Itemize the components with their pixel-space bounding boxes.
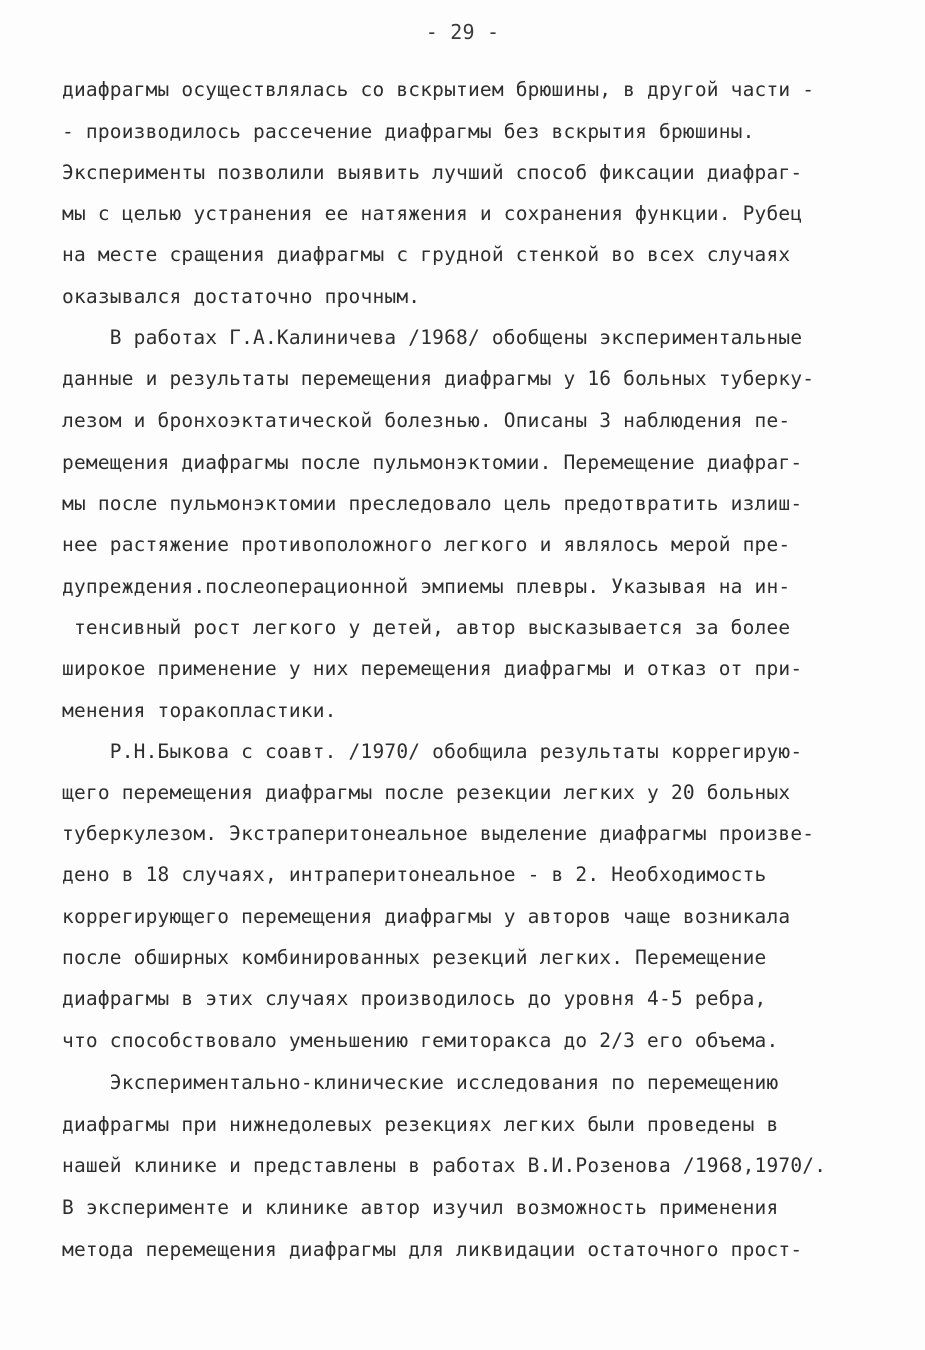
- text-line: мы после пульмонэктомии преследовало цель предотвратить излиш-: [62, 492, 803, 515]
- text-line: дено в 18 случаях, интраперитонеальное - в 2. Необходимость: [62, 863, 767, 886]
- text-line: на месте сращения диафрагмы с грудной стенкой во всех случаях: [62, 243, 791, 266]
- text-line: нашей клинике и представлены в работах В.И.Розенова /1968,1970/.: [62, 1154, 827, 1177]
- text-line: Эксперименты позволили выявить лучший способ фиксации диафраг-: [62, 161, 803, 184]
- text-line: менения торакопластики.: [62, 699, 337, 722]
- text-line: нее растяжение противоположного легкого и являлось мерой пре-: [62, 533, 791, 556]
- text-line: ремещения диафрагмы после пульмонэктомии. Перемещение диафраг-: [62, 451, 803, 474]
- text-line: диафрагмы при нижнедолевых резекциях легких были проведены в: [62, 1113, 779, 1136]
- text-line: диафрагмы осуществлялась со вскрытием брюшины, в другой части -: [62, 78, 815, 101]
- text-line: Экспериментально-клинические исследования по перемещению: [62, 1071, 779, 1094]
- text-line: коррегирующего перемещения диафрагмы у авторов чаще возникала: [62, 905, 791, 928]
- text-line: дупреждения.послеоперационной эмпиемы плевры. Указывая на ин-: [62, 575, 791, 598]
- text-line: лезом и бронхоэктатической болезнью. Описаны 3 наблюдения пе-: [62, 409, 791, 432]
- text-line: оказывался достаточно прочным.: [62, 285, 421, 308]
- text-line: Р.Н.Быкова с соавт. /1970/ обобщила результаты коррегирую-: [62, 740, 803, 763]
- text-line: щего перемещения диафрагмы после резекции легких у 20 больных: [62, 781, 791, 804]
- text-line: - производилось рассечение диафрагмы без вскрытия брюшины.: [62, 120, 755, 143]
- text-line: В эксперименте и клинике автор изучил возможность применения: [62, 1196, 779, 1219]
- text-line: метода перемещения диафрагмы для ликвидации остаточного прост-: [62, 1238, 803, 1261]
- text-line: диафрагмы в этих случаях производилось до уровня 4-5 ребра,: [62, 987, 767, 1010]
- text-line: широкое применение у них перемещения диафрагмы и отказ от при-: [62, 657, 803, 680]
- text-line: мы с целью устранения ее натяжения и сохранения функции. Рубец: [62, 202, 803, 225]
- text-line: что способствовало уменьшению гемиторакса до 2/3 его объема.: [62, 1029, 779, 1052]
- text-line: после обширных комбинированных резекций легких. Перемещение: [62, 946, 767, 969]
- text-line: туберкулезом. Экстраперитонеальное выделение диафрагмы произве-: [62, 822, 815, 845]
- text-line: данные и результаты перемещения диафрагмы у 16 больных туберку-: [62, 367, 815, 390]
- text-line: В работах Г.А.Калиничева /1968/ обобщены экспериментальные: [62, 326, 803, 349]
- text-line: тенсивный рост легкого у детей, автор высказывается за более: [62, 616, 791, 639]
- page-number: - 29 -: [425, 20, 500, 44]
